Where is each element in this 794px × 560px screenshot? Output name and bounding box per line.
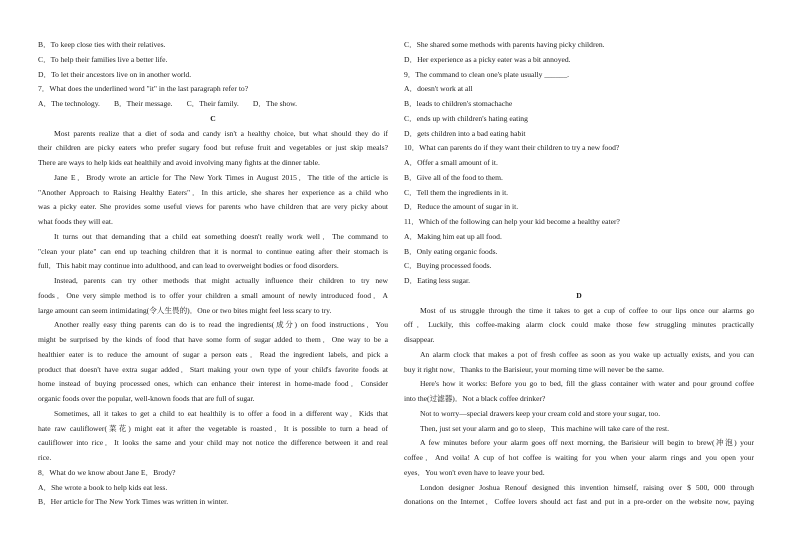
text-line: Sometimes, all it takes to get a child to eat healthily is to offer a food in a different way．Kids that <box>54 408 388 418</box>
text-line: A．Offer a small amount of it. <box>404 158 498 167</box>
answer-option: B．Their message. <box>113 99 173 108</box>
text-line: eyes．You won't even have to leave your bed. <box>404 467 545 477</box>
text-line: disappear. <box>404 335 435 344</box>
text-line: 10．What can parents do if they want their children to try a new food? <box>404 143 620 153</box>
text-line: home instead of buying processed ones, which can enhance their interest in home-made food．Consider <box>38 379 388 389</box>
text-line: A few minutes before your alarm goes off next morning, the Barisieur will begin to brew(冲泡) your <box>420 438 754 448</box>
text-line: D．Reduce the amount of sugar in it. <box>404 202 519 212</box>
text-line: Most of us struggle through the time it takes to get a cup of coffee to our lips once our alarms go <box>420 305 754 315</box>
text-line: organic foods over the popular, well-known foods that are full of sugar. <box>38 394 255 403</box>
text-line: large amount can seem intimidating(令人生畏的)．One or two bites might feel less scary to try. <box>38 305 332 315</box>
text-line: A．doesn't work at all <box>404 84 473 94</box>
text-line: rice. <box>38 453 52 462</box>
text-line: Here's how it works: Before you go to bed, fill the glass container with water and pour ground coffee <box>420 379 754 389</box>
text-line: D．Eating less sugar. <box>404 276 471 285</box>
text-line: C．ends up with children's hating eating <box>404 113 528 123</box>
text-line: Instead, parents can try other methods that might actually influence their children to try new <box>54 276 388 285</box>
text-line: B．To keep close ties with their relatives. <box>38 40 166 49</box>
text-line: buy it right now．Thanks to the Barisieur, your morning time will never be the same. <box>404 364 664 374</box>
answer-option: D．The show. <box>252 99 298 108</box>
text-line: Then, just set your alarm and go to sleep．This machine will take care of the rest. <box>420 423 670 433</box>
text-line: 9．The command to clean one's plate usually ______. <box>404 69 570 79</box>
text-line: C．She shared some methods with parents having picky children. <box>404 40 605 49</box>
text-line: B．leads to children's stomachache <box>404 99 513 108</box>
text-line: 11．Which of the following can help your kid become a healthy eater? <box>404 217 620 226</box>
text-line: coffee．And voila! A cup of hot coffee is waiting for you when your alarm rings and you open your <box>404 453 754 462</box>
right-column <box>404 38 754 510</box>
answer-options-row <box>38 97 388 112</box>
text-line: full．This habit may continue into adulthood, and can lead to overweight bodies or food disorders. <box>38 261 339 271</box>
text-line: what foods they will eat. <box>38 217 113 226</box>
text-line: A．Making him eat up all food. <box>404 231 502 241</box>
answer-option: C．Their family. <box>186 99 239 108</box>
section-heading: C <box>210 113 216 123</box>
text-line: B．Only eating organic foods. <box>404 246 498 256</box>
text-line: was a picky eater. She provides some useful views for parents who have children that are very picky about <box>38 202 388 212</box>
text-line: Another really easy thing parents can do is to read the ingredients(成分) on food instructions．You <box>54 320 388 330</box>
text-line: D．gets children into a bad eating habit <box>404 128 526 138</box>
text-line: donations on the Internet．Coffee lovers should act fast and put in a pre-order on the website now, paying <box>404 497 754 507</box>
section-heading: D <box>576 290 582 300</box>
text-line: B．Give all of the food to them. <box>404 172 503 182</box>
text-line: "clean your plate" can end up teaching children that it is normal to continue eating after their stomach is <box>38 246 388 256</box>
left-column <box>38 38 388 510</box>
text-line: It turns out that demanding that a child eat something doesn't really work well．The command to <box>54 231 388 241</box>
text-line: might be surprised by the kinds of food that have some form of sugar added to them．One way to be a <box>38 335 388 344</box>
text-line: hate raw cauliflower(菜花) might eat it after the vegetable is roasted．It is possible to turn a head of <box>38 423 388 433</box>
text-line: their children are picky eaters who prefer sugary food but refuse fruit and vegetables or just skip meals? <box>38 143 388 153</box>
text-line: C．To help their families live a better life. <box>38 54 168 64</box>
text-line: C．Tell them the ingredients in it. <box>404 187 509 197</box>
text-line: B．Her article for The New York Times was written in winter. <box>38 497 229 507</box>
text-line: London designer Joshua Renouf designed this invention himself, raising over $ 500, 000 through <box>420 482 754 492</box>
text-line: Most parents realize that a diet of soda and candy isn't a healthy choice, but what should they do if <box>54 128 388 138</box>
text-line: D．To let their ancestors live on in another world. <box>38 69 192 79</box>
answer-option: A．The technology. <box>38 99 100 108</box>
text-line: There are ways to help kids eat healthily and avoid involving many fights at the dinner table. <box>38 158 320 167</box>
text-line: foods．One very simple method is to offer your children a small amount of newly introduced food．A <box>38 290 388 300</box>
text-line: into the(过滤器)．Not a black coffee drinker? <box>404 394 546 403</box>
text-line: C．Buying processed foods. <box>404 261 492 271</box>
text-line: 7．What does the underlined word "it" in the last paragraph refer to? <box>38 84 249 94</box>
text-line: 8．What do we know about Jane E．Brody? <box>38 467 176 477</box>
text-line: cauliflower into rice．It looks the same and your child may not notice the difference between it and real <box>38 438 388 448</box>
text-line: An alarm clock that makes a pot of fresh coffee as soon as you wake up actually exists, and you can <box>420 349 754 359</box>
text-line: healthier eater is to reduce the amount of sugar a person eats．Read the ingredient labels, and pick a <box>38 349 388 359</box>
text-line: A．She wrote a book to help kids eat less. <box>38 482 168 492</box>
text-line: Jane E．Brody wrote an article for The New York Times in August 2015．The title of the article is <box>54 172 388 182</box>
text-line: D．Her experience as a picky eater was a bit annoyed. <box>404 54 571 64</box>
text-line: Not to worry—special drawers keep your cream cold and store your sugar, too. <box>420 408 661 418</box>
text-line: off．Luckily, this coffee-making alarm clock could make those few struggling minutes practically <box>404 320 754 330</box>
text-line: product that doesn't have extra sugar added．Start making your own type of your child's favorite foods at <box>38 364 388 374</box>
text-line: "Another Approach to Raising Healthy Eaters"．In this article, she shares her experience as a child who <box>38 187 388 197</box>
